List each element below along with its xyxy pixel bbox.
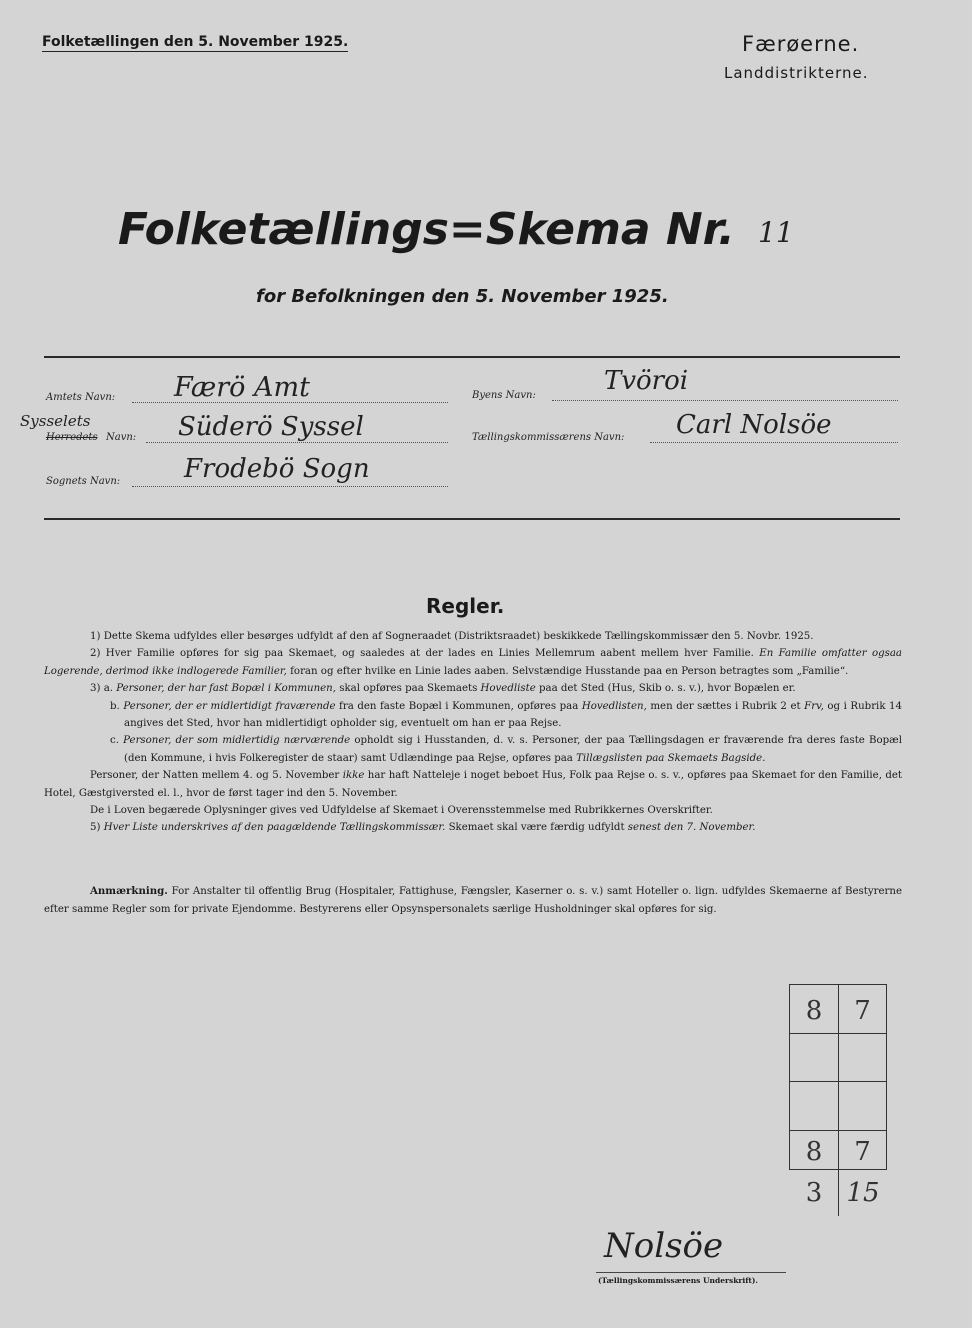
rule-3d: Personer, der Natten mellem 4. og 5. November ikke har haft Natteleje i noget beboet Hus, Folk paa Rejse o. s. v., opføres paa Skemaet for den Familie, det Hotel, Gæstgiversted el. l., hvor de først tager ind den 5. November.	[44, 770, 903, 799]
herred-value: Süderö Syssel	[178, 412, 364, 442]
rule-3a: 3) a. Personer, der har fast Bopæl i Kommunen, skal opføres paa Skemaets Hovedliste paa det Sted (Hus, Skib o. s. v.), hvor Bopælen er.	[90, 683, 796, 695]
rules-heading: Regler.	[426, 594, 505, 618]
tally-cell: 8	[789, 1130, 839, 1170]
rule-5: 5) Hver Liste underskrives af den paagældende Tællingskommissær. Skemaet skal være færdig udfyldt senest den 7. November.	[90, 822, 756, 834]
tally-grid	[789, 984, 887, 1216]
amt-label: Amtets Navn:	[46, 392, 116, 403]
herred-label: Navn:	[106, 432, 137, 443]
rule-3b: b. Personer, der er midlertidigt fraværende fra den faste Bopæl i Kommunen, opføres paa Hovedlisten, men der sættes i Rubrik 2 et Frv, og i Rubrik 14 angives det Sted, hvor han midlertidigt opholder sig, eventuelt om han er paa Rejse.	[110, 700, 903, 730]
sogn-line	[132, 486, 448, 487]
tally-cell	[838, 1033, 887, 1082]
tally-cell: 7	[838, 984, 887, 1034]
signature: Nolsöe	[604, 1226, 724, 1266]
form-title: Folketællings=Skema Nr.	[118, 204, 735, 255]
region-title: Færøerne.	[742, 32, 860, 56]
fields-bottom-divider	[44, 518, 900, 520]
rule-2: 2) Hver Familie opføres for sig paa Skemaet, og saaledes at der lades en Linies Mellemrum aabent mellem hver Familie. En Familie omfatter ogsaa Logerende, derimod ikke indlogerede Familier, foran og efter hvilke en Linie lades aaben. Selvstændige Husstande paa en Person betragtes som „Familie“.	[44, 648, 902, 677]
herred-correction: Sysselets	[20, 412, 91, 430]
kommissaer-value: Carl Nolsöe	[676, 410, 832, 440]
region-subtitle: Landdistrikterne.	[724, 64, 869, 82]
form-subtitle: for Befolkningen den 5. November 1925.	[256, 286, 669, 307]
by-line	[552, 400, 898, 401]
rule-4: De i Loven begærede Oplysninger gives ved Udfyldelse af Skemaet i Overensstemmelse med Rubrikkernes Overskrifter.	[90, 805, 713, 817]
tally-cell: 3	[805, 1178, 823, 1208]
rules-text	[44, 628, 902, 837]
tally-cell	[789, 1081, 839, 1131]
herred-struck-label: Herredets	[46, 432, 98, 443]
census-date-header: Folketællingen den 5. November 1925.	[42, 34, 349, 50]
tally-cell	[789, 1033, 839, 1082]
signature-line	[596, 1272, 786, 1273]
tally-cell	[838, 1081, 887, 1131]
herred-line	[146, 442, 448, 443]
rule-1: 1) Dette Skema udfyldes eller besørges udfyldt af den af Sogneraadet (Distriktsraadet) beskikkede Tællingskommissær den 5. Novbr. 1925.	[90, 631, 814, 642]
by-label: Byens Navn:	[472, 390, 536, 401]
tally-cell: 7	[838, 1130, 887, 1170]
by-value: Tvöroi	[604, 366, 689, 396]
kommissaer-line	[650, 442, 898, 443]
rule-3c: c. Personer, der som midlertidig nærværende opholdt sig i Husstanden, d. v. s. Personer, der paa Tællingsdagen er fraværende fra deres faste Bopæl (den Kommune, i hvis Folkeregister de staar) samt Udlændinge paa Rejse, opføres paa Tillægslisten paa Skemaets Bagside.	[110, 735, 902, 764]
sogn-value: Frodebö Sogn	[184, 454, 370, 484]
kommissaer-label: Tællingskommissærens Navn:	[472, 432, 625, 443]
tally-cell: 15	[838, 1169, 887, 1216]
top-divider	[44, 356, 900, 358]
tally-cell: 8	[789, 984, 839, 1034]
sogn-label: Sognets Navn:	[46, 476, 121, 487]
note-text: Anmærkning. For Anstalter til offentlig Brug (Hospitaler, Fattighuse, Fængsler, Kaserner o. s. v.) samt Hoteller o. lign. udfyldes Skemaerne af Bestyrerne efter samme Regler som for private Ejendomme. Bestyrerens eller Opsynspersonalets særlige Husholdninger skal opføres for sig.	[44, 885, 902, 915]
amt-value: Færö Amt	[174, 372, 310, 403]
form-number: 11	[758, 216, 794, 249]
signature-label: (Tællingskommissærens Underskrift).	[598, 1276, 759, 1285]
